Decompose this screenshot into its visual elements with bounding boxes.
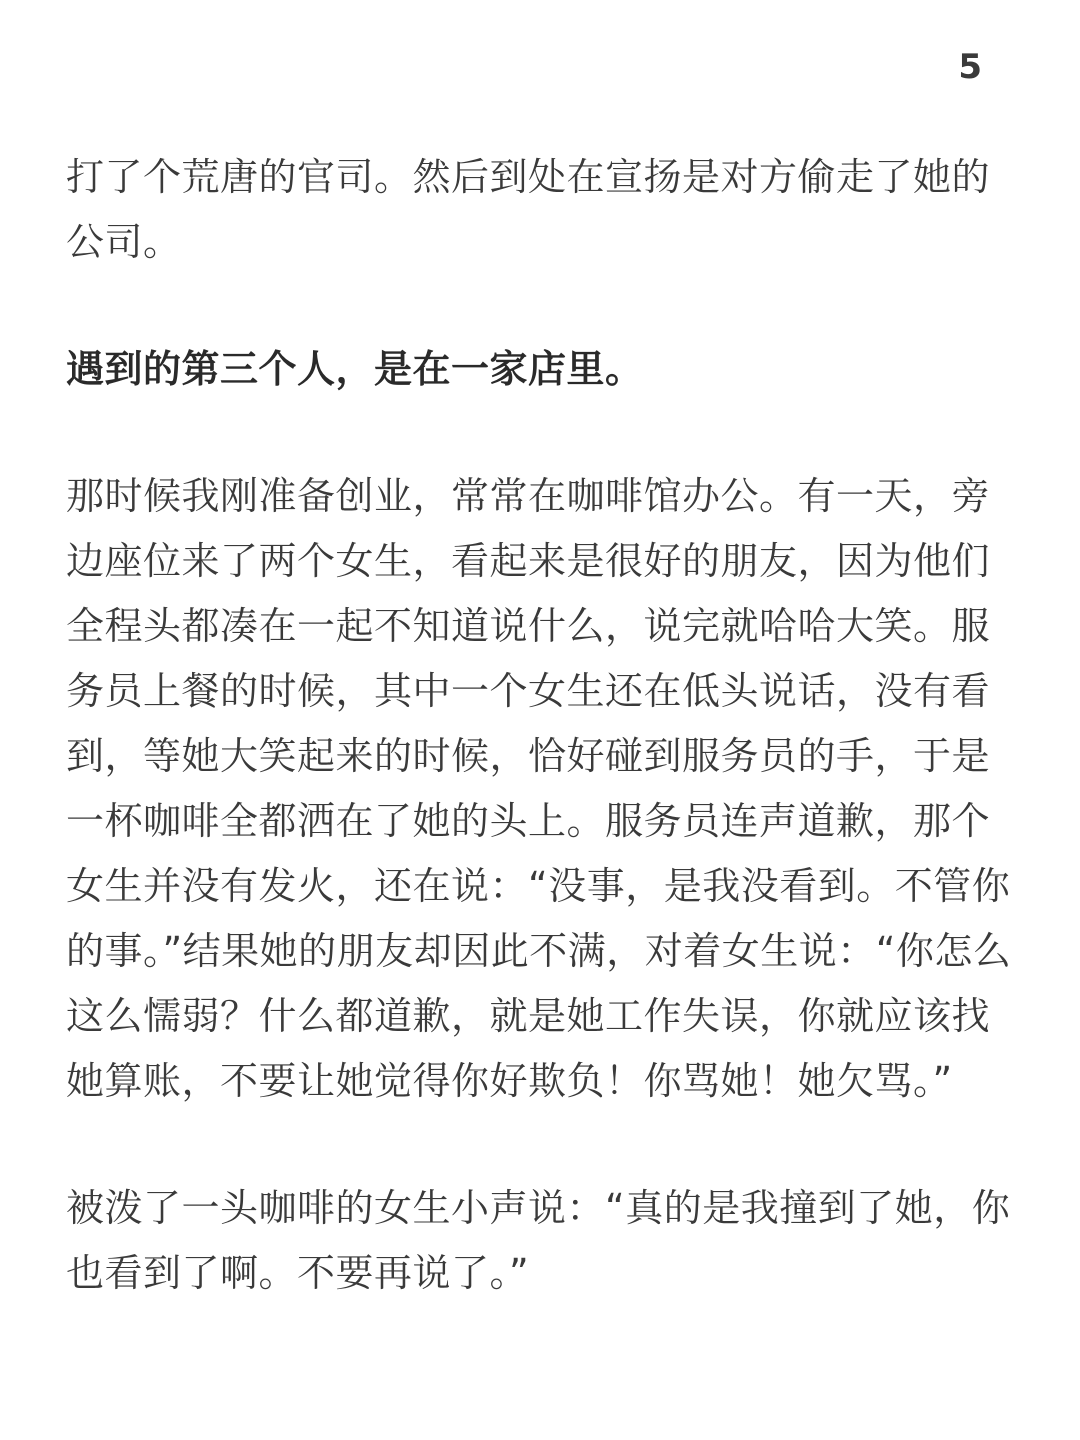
- article-body: [66, 145, 1014, 1306]
- paragraph-3: 被泼了一头咖啡的女生小声说：“真的是我撞到了她，你也看到了啊。不要再说了。”: [66, 1186, 1011, 1295]
- page-number: 5: [958, 47, 982, 87]
- paragraph-2: 那时候我刚准备创业，常常在咖啡馆办公。有一天，旁边座位来了两个女生，看起来是很好的朋友，因为他们全程头都凑在一起不知道说什么，说完就哈哈大笑。服务员上餐的时候，其中一个女生还在低头说话，没有看到，等她大笑起来的时候，恰好碰到服务员的手，于是一杯咖啡全都洒在了她的头上。服务员连声道歉，那个女生并没有发火，还在说：“没事，是我没看到。不管你的事。”结果她的朋友却因此不满，对着女生说：“你怎么这么懦弱？什么都道歉，就是她工作失误，你就应该找她算账，不要让她觉得你好欺负！你骂她！她欠骂。”: [66, 474, 1012, 1103]
- paragraph-1: 打了个荒唐的官司。然后到处在宣扬是对方偷走了她的公司。: [66, 155, 991, 264]
- section-heading: 遇到的第三个人，是在一家店里。: [66, 347, 644, 391]
